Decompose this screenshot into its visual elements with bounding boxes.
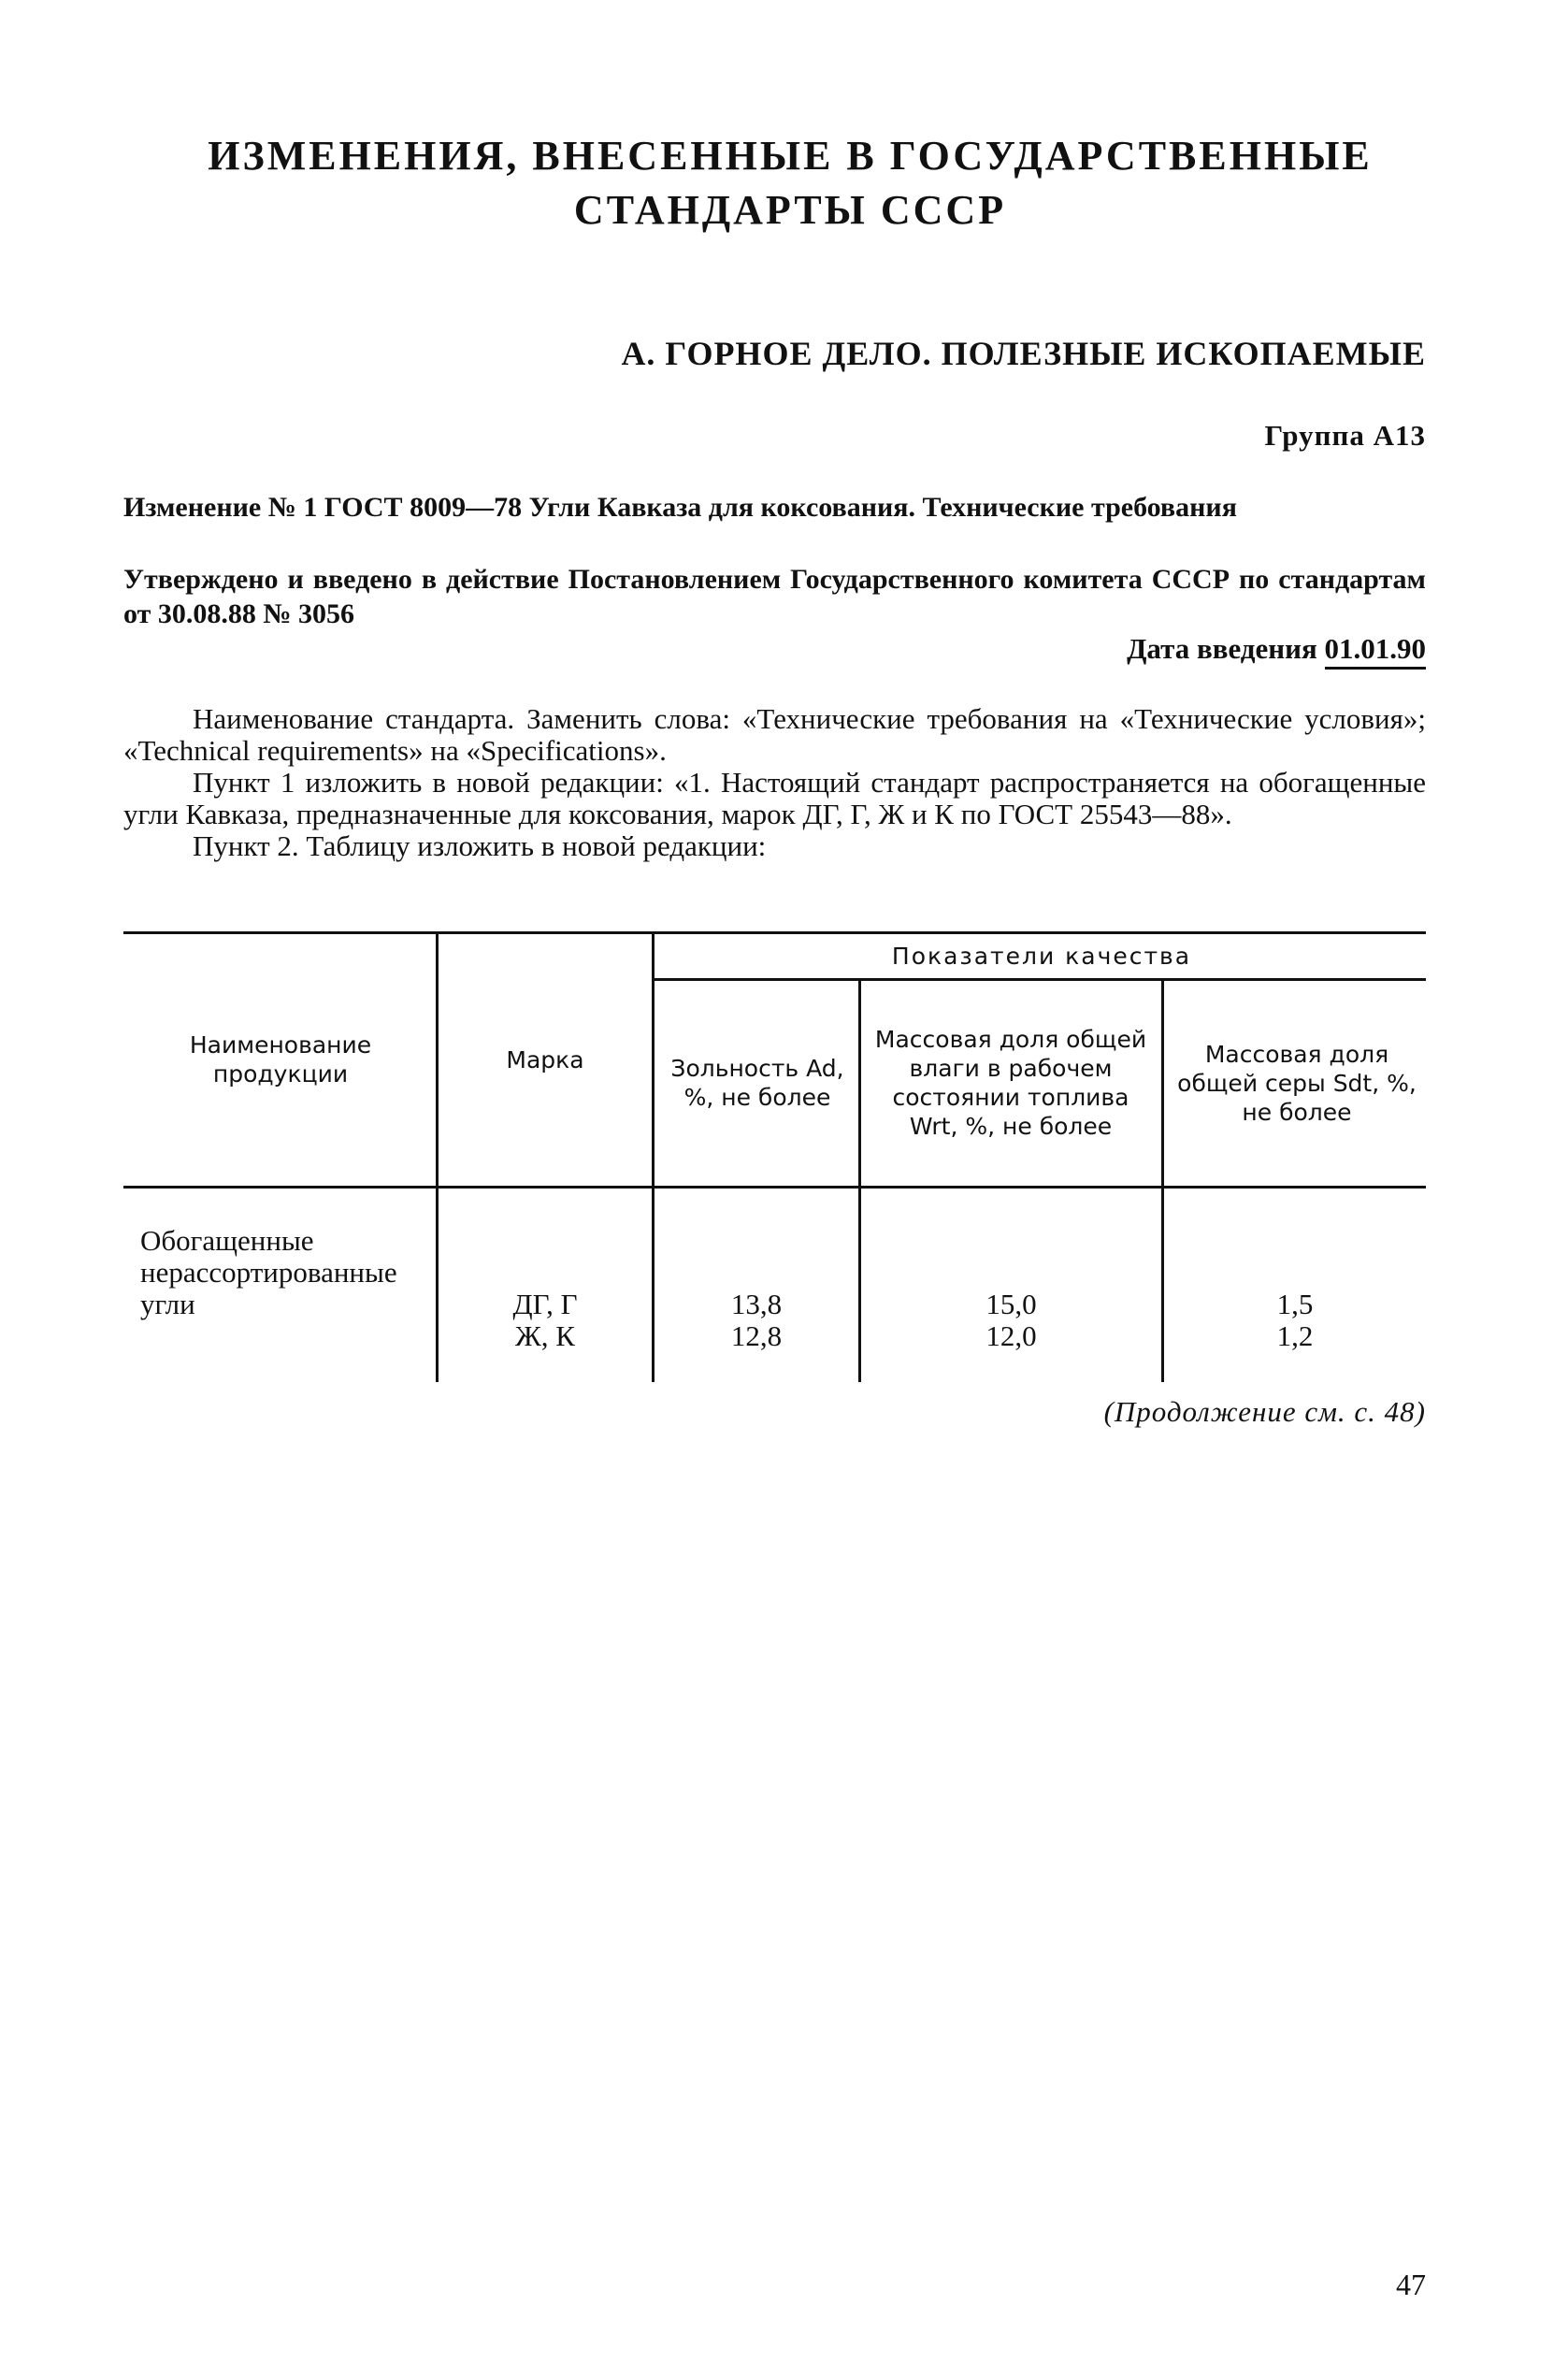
header-quality-group <box>657 935 1426 976</box>
paragraph-item-1: Пункт 1 изложить в новой редакции: «1. Настоящий стандарт распространяется на обогащенные угли Кавказа, предназначенные для коксования, марок ДГ, Г, Ж и К по ГОСТ 25543—88». <box>123 766 1426 830</box>
header-sulfur-text: Массовая доля общей серы Sdt, %, не более <box>1177 1040 1417 1126</box>
header-quality-group-text: Показатели качества <box>891 942 1192 970</box>
cell-mark-1: ДГ, Г <box>512 1288 578 1320</box>
header-mark-text: Марка <box>506 1045 584 1073</box>
table-group-rule <box>652 978 1426 981</box>
header-sulfur <box>1171 982 1423 1184</box>
body-text <box>123 703 1426 862</box>
header-mark <box>441 935 649 1184</box>
table-top-rule <box>123 931 1426 934</box>
table-divider-4b <box>1161 1186 1164 1382</box>
page-title-line-2: СТАНДАРТЫ СССР <box>573 187 1007 233</box>
continuation-note: (Продолжение см. с. 48) <box>1103 1395 1426 1428</box>
cell-ash-1: 13,8 <box>730 1288 783 1320</box>
effective-date-label: Дата введения <box>1127 632 1317 665</box>
header-product <box>131 935 430 1184</box>
cell-sulfur-2: 1,2 <box>1276 1319 1314 1352</box>
table-header-rule <box>123 1186 1426 1189</box>
cell-sulfur-1: 1,5 <box>1276 1288 1314 1320</box>
table-divider-3b <box>858 1186 861 1382</box>
page-number: 47 <box>1396 2268 1426 2301</box>
cell-ash-2: 12,8 <box>730 1319 783 1352</box>
effective-date <box>1127 632 1426 666</box>
header-ash-text: Зольность Ad, %, не более <box>670 1055 844 1111</box>
paragraph-item-2: Пункт 2. Таблицу изложить в новой редакции: <box>193 829 767 862</box>
section-title: А. ГОРНОЕ ДЕЛО. ПОЛЕЗНЫЕ ИСКОПАЕМЫЕ <box>621 335 1426 372</box>
cell-mark-2: Ж, К <box>515 1319 575 1352</box>
header-ash <box>664 982 851 1184</box>
header-product-text: Наименование продукции <box>189 1031 372 1088</box>
cell-product: Обогащенные нерассортированные угли <box>140 1224 397 1320</box>
table-divider-2b <box>652 1186 655 1382</box>
cell-moisture-2: 12,0 <box>985 1319 1037 1352</box>
cell-moisture-1: 15,0 <box>985 1288 1037 1320</box>
change-title: Изменение № 1 ГОСТ 8009—78 Угли Кавказа для коксования. Технические требования <box>123 492 1237 523</box>
page-title-line-1: ИЗМЕНЕНИЯ, ВНЕСЕННЫЕ В ГОСУДАРСТВЕННЫЕ <box>208 133 1373 179</box>
table-divider-3 <box>858 978 861 1187</box>
table-divider-2 <box>652 931 655 1187</box>
table-divider-4 <box>1161 978 1164 1187</box>
header-moisture <box>868 982 1154 1184</box>
effective-date-value: 01.01.90 <box>1325 632 1427 670</box>
paragraph-title-change: Наименование стандарта. Заменить слова: «Технические требования на «Технические условия»; «Technical requirements» на «Specifications». <box>123 702 1426 767</box>
table-divider-1b <box>436 1186 439 1382</box>
header-moisture-text: Массовая доля общей влаги в рабочем состоянии топлива Wrt, %, не более <box>874 1026 1147 1140</box>
group-code: Группа А13 <box>1264 419 1426 452</box>
approval-statement: Утверждено и введено в действие Постановлением Государственного комитета СССР по стандартам от 30.08.88 № 3056 <box>123 564 1426 629</box>
table-divider-1 <box>436 931 439 1187</box>
page-title <box>140 129 1440 238</box>
